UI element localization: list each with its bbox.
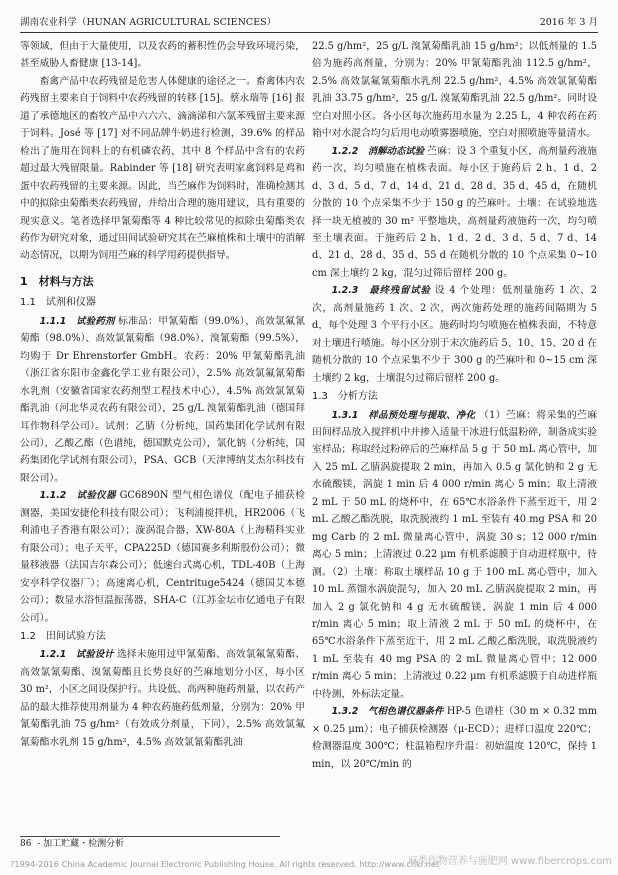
page-header: [20, 14, 598, 33]
paragraph: 22.5 g/hm²，25 g/L 溴氰菊酯乳油 15 g/hm²；以低剂量的 1.5 倍为施药高剂量，分别为：20% 甲氰菊酯乳油 112.5 g/hm²，2.5% 高效氯氟氰菊酯水乳剂 22.5 g/hm²，4.5% 高效氯氰菊酯乳油 33.75 g/hm²，25 g/L 溴氰菊酯乳油 22.5 g/hm²。同时设空白对照小区。各小区每次施药用水量为 2.25 L，4 种农药在药箱中对水混合均匀后用电动喷雾器喷施，空白对照喷施等量清水。: [312, 41, 597, 140]
paragraph: [312, 703, 597, 773]
paragraph-text: 苎麻：设 3 个重复小区，高剂量药液施药一次，均匀喷施在植株表面。每小区于施药后 2 h、1 d、2 d、3 d、5 d、7 d、14 d、21 d、28 d、35 d、45 d，在随机分散的 10 个点采集不少于 150 g 的苎麻叶。土壤：在试验地选择一块无植被的 30 m² 平整地块，高剂量药液施药一次，均匀喷至土壤表面。于施药后 2 h、1 d、2 d、3 d、5 d、7 d、14 d、21 d、28 d、35 d、55 d 在随机分散的 10 个点采集 0~10 cm 深土壤约 2 kg，混匀过筛后留样 200 g。: [312, 145, 597, 279]
paragraph: [20, 487, 305, 627]
subsection-heading: 1.3 分析方法: [312, 391, 378, 403]
section-label: - 加工贮藏・检测分析: [37, 839, 125, 849]
paragraph: 畜禽产品中农药残留是危害人体健康的途径之一。畜禽体内农药残留主要来自于饲料中农药残留的转移 [15]。蔡永瑞等 [16] 报道了承德地区的畜牧产品中六六六、滴滴涕和六氯苯残留主要来源于饲料。José 等 [17] 对不同品牌牛奶进行检测，39.6% 的样品检出了施用在饲料上的有机磷农药，其中 8 个样品中含有的农药超过最大残留限量。Rabinder 等 [18] 研究表明家禽饲料是鸡和蛋中农药残留的主要来源。因此，当苎麻作为饲料时，准确检测其中的拟除虫菊酯类农药残留，并给出合理的施用建议，具有重要的现实意义。笔者选择甲氰菊酯等 4 种比较常见的拟除虫菊酯类农药作为研究对象，通过田间试验研究其在苎麻植株和土壤中的消解动态情况，以期为饲用苎麻的科学用药提供指导。: [20, 75, 305, 262]
subsubsection-title: 1.1.2 试验仪器: [39, 490, 116, 502]
paragraph-text: GC6890N 型气相色谱仪（配电子捕获检测器，美国安捷伦科技有限公司）；飞利浦搅拌机，HR2006（飞利浦电子香港有限公司）；漩涡混合器，XW-80A（上海精科实业有限公司）；电子天平，CPA225D（德国赛多利斯股份公司）；微量移液器（法国吉尔森公司）；低速台式离心机，TDL-40B（上海安亭科学仪器厂）；高速离心机，Centrituge5424（德国艾本德公司）；数显水浴恒温振荡器，SHA-C（江苏金坛市亿通电子有限公司）。: [20, 490, 305, 624]
paragraph-text: 设 4 个处理：低剂量施药 1 次、2 次，高剂量施药 1 次、2 次，两次施药处理的施药间隔期为 5 d，每个处理 3 个平行小区。施药时均匀喷施在植株表面，不特意对土壤进行喷施。每小区分别于末次施药后 5、10、15、20 d 在随机分散的 10 个点采集不少于 300 g 的苎麻叶和 0~15 cm 深土壤约 2 kg，土壤混匀过筛后留样 200 g。: [312, 285, 597, 384]
subsection-heading: 1.1 试剂和仪器: [20, 297, 96, 309]
left-column: [20, 38, 305, 828]
copyright-notice: ?1994-2016 China Academic Journal Electronic Publishing House. All rights reserved. http://www.cnki.net: [10, 859, 440, 869]
page-footer: [20, 836, 280, 851]
watermark: 麻类作物营养与施肥网 www.fibercrops.com: [407, 856, 612, 867]
subsubsection-title: 1.1.1 试验药剂: [39, 315, 115, 327]
section-heading: 1 材料与方法: [20, 274, 94, 288]
paragraph: [20, 646, 305, 751]
subsubsection-title: 1.2.1 试验设计: [39, 649, 114, 661]
paragraph-text: 标准品：甲氰菊酯（99.0%）、高效氯氟氰菊酯（98.0%）、高效氯氰菊酯（98.0%）、溴氰菊酯（99.5%），均购于 Dr Ehrenstorfer GmbH。农药：20% 甲氰菊酯乳油（浙江省东阳市金鑫化学工业有限公司），2.5% 高效氯氟氰菊酯水乳剂（安徽省国家农药剂型工程技术中心），4.5% 高效氯氰菊酯乳油（河北华灵农药有限公司），25 g/L 溴氰菊酯乳油（德国拜耳作物科学公司）。试剂：乙腈（分析纯，国药集团化学试剂有限公司），乙酸乙酯（色谱纯，德国默克公司），氯化钠（分析纯，国药集团化学试剂有限公司），PSA、GCB（天津博纳艾杰尔科技有限公司）。: [20, 315, 305, 484]
paragraph: [312, 407, 597, 704]
subsubsection-title: 1.3.2 气相色谱仪器条件: [331, 706, 444, 718]
paragraph: [312, 282, 597, 387]
subsubsection-title: 1.2.3 最终残留试验: [331, 285, 431, 297]
paragraph-text: HP-5 色谱柱（30 m × 0.32 mm × 0.25 μm）；电子捕获检测器（μ-ECD）；进样口温度 220℃；检测器温度 300℃；柱温箱程序升温：初始温度 120℃，保持 1 min，以 20℃/min 的: [312, 706, 597, 770]
page-number: 86: [20, 839, 32, 849]
issue-date: 2016 年 3 月: [539, 17, 598, 28]
subsubsection-title: 1.2.2 消解动态试验: [331, 145, 425, 157]
paragraph: 等领域，但由于大量使用，以及农药的蓄积性仍会导致环境污染，甚至威胁人畜健康 [13-14]。: [20, 41, 305, 70]
paragraph: [20, 313, 305, 488]
right-column: [312, 38, 597, 828]
paragraph: [312, 143, 597, 283]
paragraph-text: 选择未施用过甲氰菊酯、高效氯氟氰菊酯、高效氯氰菊酯、溴氰菊酯且长势良好的苎麻地划分小区，每小区 30 m²，小区之间设保护行。共设低、高两种施药剂量，以农药产品的最大推荐使用剂量为 4 种农药施药低剂量，分别为：20% 甲氰菊酯乳油 75 g/hm²（有效成分剂量，下同），2.5% 高效氯氟氰菊酯水乳剂 15 g/hm²，4.5% 高效氯氰菊酯乳油: [20, 649, 305, 748]
subsubsection-title: 1.3.1 样品预处理与提取、净化: [331, 409, 476, 421]
journal-name: 湖南农业科学（HUNAN AGRICULTURAL SCIENCES）: [20, 17, 277, 28]
subsection-heading: 1.2 田间试验方法: [20, 630, 106, 642]
paragraph-text: （1）苎麻：将采集的苎麻田间样品放入搅拌机中并掺入适量干冰进行低温粉碎，制备成实验室样品；称取经过粉碎后的苎麻样品 5 g 于 50 mL 离心管中，加入 25 mL 乙腈涡旋提取 2 min，再加入 0.5 g 氯化钠和 2 g 无水硫酸镁，涡旋 1 min 后 4 000 r/min 离心 5 min；取上清液 2 mL 于 50 mL 的烧杯中，在 65℃水浴条件下蒸至近干，用 2 mL 乙酸乙酯洗脱，取洗脱液约 1 mL 至装有 40 mg PSA 和 20 mg Carb 的 2 mL 微量离心管中，涡旋 30 s；12 000 r/min 离心 5 min；上清液过 0.22 μm 有机系滤膜于自动进样瓶中，待测。（2）土壤：称取土壤样品 10 g 于 100 mL 离心管中，加入 10 mL 蒸馏水涡旋混匀，加入 20 mL 乙腈涡旋提取 2 min，再加入 2 g 氯化钠和 4 g 无水硫酸镁，涡旋 1 min 后 4 000 r/min 离心 5 min；取上清液 2 mL 于 50 mL 的烧杯中，在 65℃水浴条件下蒸至近干，用 2 mL 乙酸乙酯洗脱，取洗脱液约 1 mL 至装有 40 mg PSA 的 2 mL 微量离心管中；12 000 r/min 离心 5 min；上清液过 0.22 μm 有机系滤膜于自动进样瓶中待测，外标法定量。: [312, 409, 597, 700]
